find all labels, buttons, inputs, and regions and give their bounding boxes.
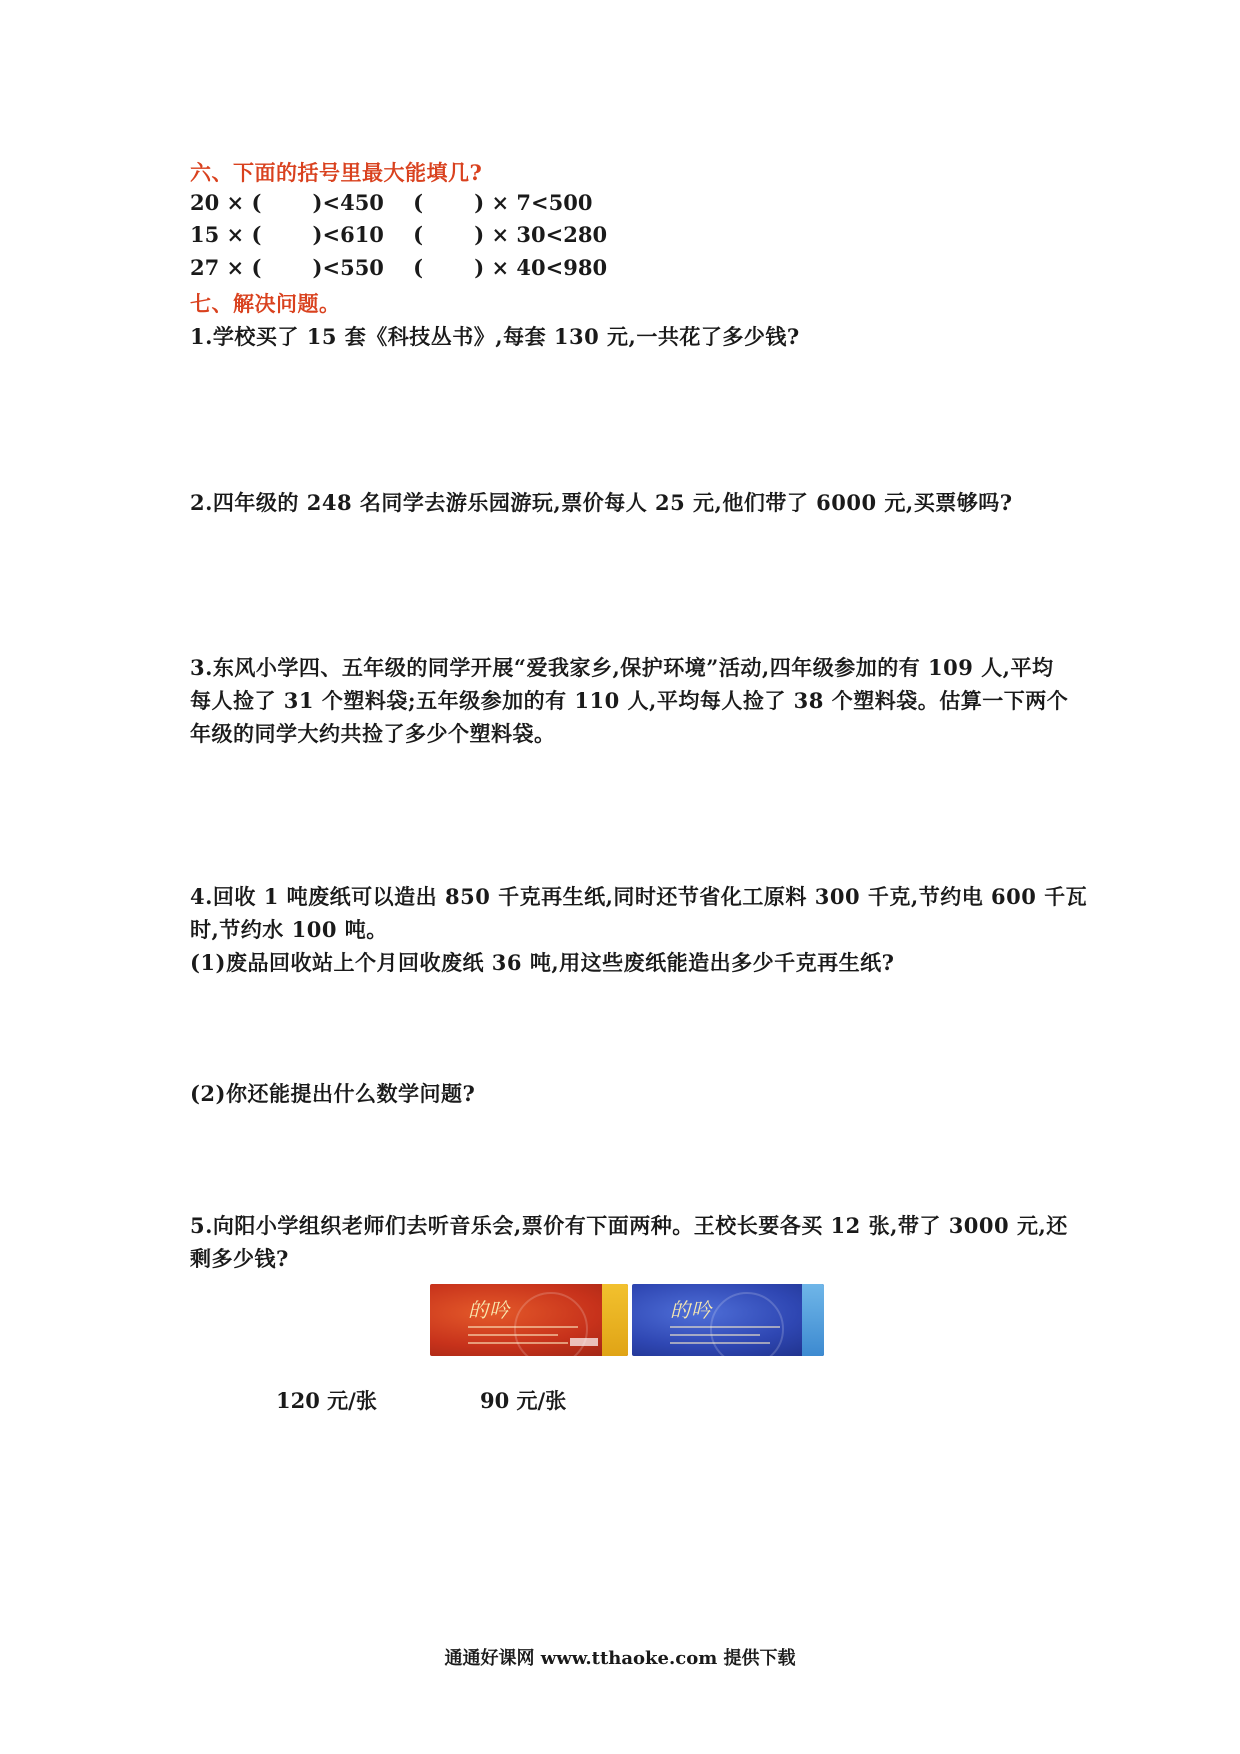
ticket-image-red: 的吟 xyxy=(430,1284,628,1356)
question-5-line-2: 剩多少钱? xyxy=(190,1246,289,1271)
question-1: 1.学校买了 15 套《科技丛书》,每套 130 元,一共花了多少钱? xyxy=(190,324,800,349)
price-label-120: 120 元/张 xyxy=(276,1388,377,1413)
section6-heading: 六、下面的括号里最大能填几? xyxy=(190,160,483,185)
price-label-90: 90 元/张 xyxy=(480,1388,567,1413)
question-4-part-1: (1)废品回收站上个月回收废纸 36 吨,用这些废纸能造出多少千克再生纸? xyxy=(190,950,895,975)
fill-row-2: 15 × ( )<610 ( ) × 30<280 xyxy=(190,222,608,247)
question-3-line-3: 年级的同学大约共捡了多少个塑料袋。 xyxy=(190,721,556,746)
fill-row-3: 27 × ( )<550 ( ) × 40<980 xyxy=(190,255,608,280)
ticket-image-blue: 的吟 xyxy=(632,1284,824,1356)
question-5-line-1: 5.向阳小学组织老师们去听音乐会,票价有下面两种。王校长要各买 12 张,带了 3000 元,还 xyxy=(190,1213,1068,1238)
footer-source: 通通好课网 www.tthaoke.com 提供下载 xyxy=(444,1648,796,1669)
section7-heading: 七、解决问题。 xyxy=(190,291,341,316)
question-3-line-2: 每人捡了 31 个塑料袋;五年级参加的有 110 人,平均每人捡了 38 个塑料袋。估算一下两个 xyxy=(190,688,1069,713)
question-4-line-1: 4.回收 1 吨废纸可以造出 850 千克再生纸,同时还节省化工原料 300 千克,节约电 600 千瓦 xyxy=(190,884,1088,909)
question-4-line-2: 时,节约水 100 吨。 xyxy=(190,917,388,942)
fill-row-1: 20 × ( )<450 ( ) × 7<500 xyxy=(190,190,593,215)
question-4-part-2: (2)你还能提出什么数学问题? xyxy=(190,1081,476,1106)
question-3-line-1: 3.东风小学四、五年级的同学开展“爱我家乡,保护环境”活动,四年级参加的有 109 人,平均 xyxy=(190,655,1054,680)
question-2: 2.四年级的 248 名同学去游乐园游玩,票价每人 25 元,他们带了 6000 元,买票够吗? xyxy=(190,490,1013,515)
